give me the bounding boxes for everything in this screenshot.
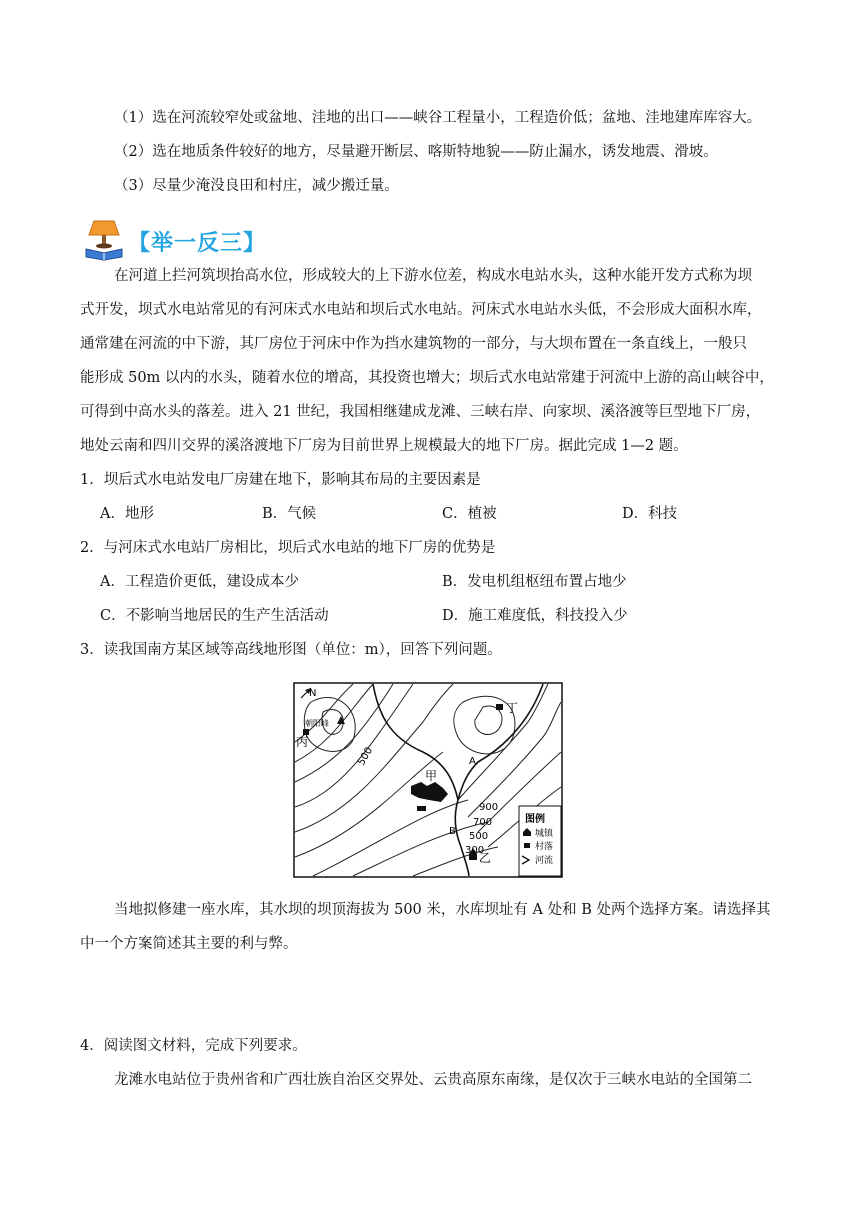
q2-option-b: B．发电机组枢纽布置占地少 (442, 574, 627, 590)
passage-line: 在河道上拦河筑坝抬高水位，形成较大的上下游水位差，构成水电站水头，这种水能开发方式称为坝 (114, 268, 752, 284)
q3-body-line: 当地拟修建一座水库，其水坝的坝顶海拔为 500 米，水库坝址有 A 处和 B 处两个选择方案。请选择其 (114, 902, 771, 918)
q2-option-a: A．工程造价更低，建设成本少 (100, 574, 299, 590)
note-1: （1）选在河流较窄处或盆地、洼地的出口——峡谷工程量小，工程造价低；盆地、洼地建库库容大。 (114, 110, 762, 126)
map-north-label: N (309, 688, 317, 699)
q1-option-b: B．气候 (262, 506, 317, 522)
contour-label: 500 (356, 745, 376, 768)
map-peak-label: 朝阳峰 (305, 719, 329, 728)
q3-stem: 3．读我国南方某区域等高线地形图（单位：m），回答下列问题。 (80, 642, 502, 658)
passage-line: 式开发，坝式水电站常见的有河床式水电站和坝后式水电站。河床式水电站水头低，不会形成大面积水库， (80, 302, 762, 318)
section-heading (84, 218, 266, 264)
map-place-jia: 甲 (425, 769, 438, 783)
contour-label: 900 (479, 802, 499, 813)
q1-option-a: A．地形 (100, 506, 154, 522)
q1-option-c: C．植被 (442, 506, 497, 522)
legend-title: 图例 (525, 814, 545, 825)
legend-village: 村落 (535, 842, 554, 852)
section-heading-text: 【举一反三】 (128, 230, 267, 256)
note-2: （2）选在地质条件较好的地方，尽量避开断层、喀斯特地貌——防止漏水，诱发地震、滑坡。 (114, 144, 718, 160)
q1-option-d: D．科技 (622, 506, 678, 522)
map-legend (519, 806, 561, 876)
legend-river: 河流 (535, 856, 554, 866)
q2-option-d: D．施工难度低，科技投入少 (442, 608, 628, 624)
contour-label: 300 (465, 845, 485, 856)
q2-option-c: C．不影响当地居民的生产生活活动 (100, 608, 329, 624)
q1-stem: 1．坝后式水电站发电厂房建在地下，影响其布局的主要因素是 (80, 472, 481, 488)
contour-label: 700 (473, 817, 493, 828)
passage-line: 能形成 50m 以内的水头，随着水位的增高，其投资也增大；坝后式水电站常建于河流中上游的高山峡谷中， (80, 370, 774, 386)
q2-stem: 2．与河床式水电站厂房相比，坝后式水电站的地下厂房的优势是 (80, 540, 496, 556)
passage-line: 可得到中高水头的落差。进入 21 世纪，我国相继建成龙滩、三峡右岸、向家坝、溪洛渡等巨型地下厂房， (80, 404, 761, 420)
map-place-yi: 乙 (479, 851, 492, 865)
legend-town: 城镇 (535, 829, 554, 839)
contour-label: 500 (469, 831, 489, 842)
village-marker-south (417, 806, 426, 811)
map-point-b: B (449, 826, 456, 837)
map-point-a: A (469, 756, 476, 767)
q4-stem: 4．阅读图文材料，完成下列要求。 (80, 1038, 307, 1054)
passage-line: 地处云南和四川交界的溪洛渡地下厂房为目前世界上规模最大的地下厂房。据此完成 1—2 题。 (80, 438, 688, 454)
map-place-bing: 丙 (296, 735, 309, 749)
q4-line: 龙滩水电站位于贵州省和广西壮族自治区交界处、云贵高原东南缘，是仅次于三峡水电站的全国第二 (114, 1072, 752, 1088)
contour-map (293, 682, 563, 878)
lamp-book-icon (84, 217, 124, 265)
village-marker-ding (496, 704, 503, 710)
map-place-ding: 丁 (506, 701, 519, 715)
note-3: （3）尽量少淹没良田和村庄，减少搬迁量。 (114, 178, 399, 194)
q3-body-line: 中一个方案简述其主要的利与弊。 (80, 936, 298, 952)
village-legend-icon (524, 843, 530, 848)
passage-line: 通常建在河流的中下游，其厂房位于河床中作为挡水建筑物的一部分，与大坝布置在一条直线上，一般只 (80, 336, 747, 352)
